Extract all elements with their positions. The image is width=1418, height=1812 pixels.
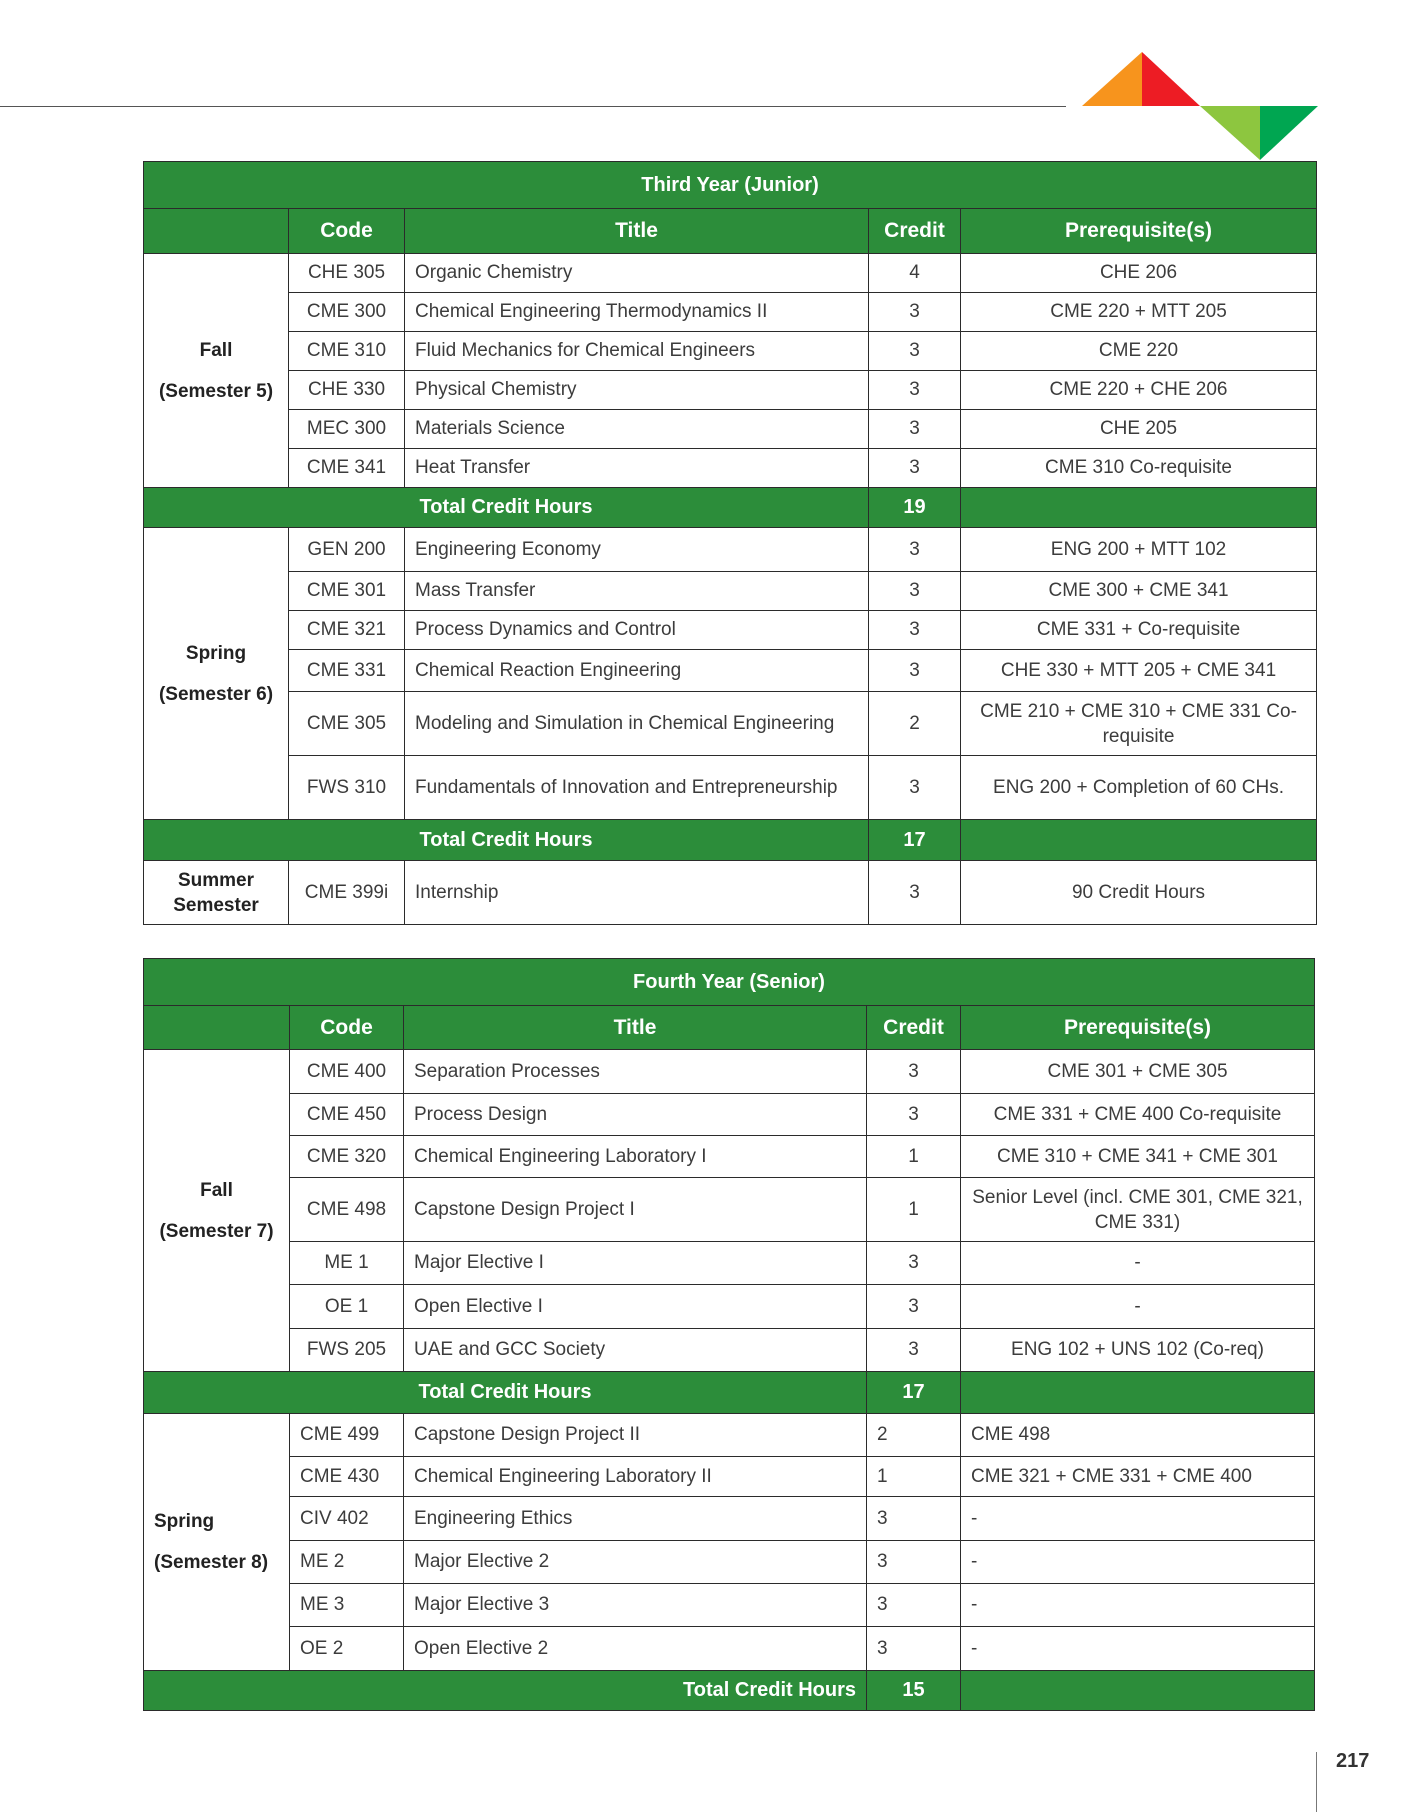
course-code: GEN 200 [289, 528, 405, 572]
course-credit: 3 [867, 1285, 961, 1329]
course-prereq: CHE 330 + MTT 205 + CME 341 [961, 650, 1317, 692]
course-code: ME 3 [290, 1584, 404, 1627]
course-prereq: Senior Level (incl. CME 301, CME 321, CME 331) [961, 1178, 1315, 1242]
header-blank [144, 1006, 290, 1050]
course-prereq: CME 220 + CHE 206 [961, 371, 1317, 410]
course-code: CME 341 [289, 449, 405, 488]
course-code: FWS 310 [289, 756, 405, 820]
fourth-year-title: Fourth Year (Senior) [144, 959, 1315, 1006]
course-title: Chemical Engineering Laboratory I [404, 1136, 867, 1178]
course-title: Materials Science [405, 410, 869, 449]
course-credit: 3 [869, 572, 961, 611]
course-title: Engineering Economy [405, 528, 869, 572]
course-title: UAE and GCC Society [404, 1329, 867, 1372]
total-blank [961, 820, 1317, 861]
course-prereq: - [961, 1584, 1315, 1627]
course-prereq: - [961, 1242, 1315, 1285]
total-label: Total Credit Hours [144, 488, 869, 528]
course-title: Capstone Design Project I [404, 1178, 867, 1242]
header-blank [144, 209, 289, 254]
header-credit: Credit [867, 1006, 961, 1050]
header-credit: Credit [869, 209, 961, 254]
course-credit: 3 [869, 650, 961, 692]
course-credit: 2 [867, 1414, 961, 1457]
semester-label: Fall (Semester 5) [144, 254, 289, 488]
header-title: Title [404, 1006, 867, 1050]
course-code: CME 305 [289, 692, 405, 756]
course-prereq: CME 310 Co-requisite [961, 449, 1317, 488]
table-row [144, 1329, 1315, 1372]
semester-label: Spring (Semester 6) [144, 528, 289, 820]
course-title: Chemical Reaction Engineering [405, 650, 869, 692]
table-row [144, 332, 1317, 371]
table-row [144, 528, 1317, 572]
course-code: CME 331 [289, 650, 405, 692]
course-code: CME 300 [289, 293, 405, 332]
table-row [144, 692, 1317, 756]
course-prereq: CME 321 + CME 331 + CME 400 [961, 1457, 1315, 1497]
course-title: Internship [405, 861, 869, 925]
course-prereq: CME 331 + Co-requisite [961, 611, 1317, 650]
course-title: Physical Chemistry [405, 371, 869, 410]
course-code: OE 1 [290, 1285, 404, 1329]
course-prereq: - [961, 1285, 1315, 1329]
table-row [144, 1094, 1315, 1136]
course-code: CHE 305 [289, 254, 405, 293]
table-row [144, 1627, 1315, 1671]
course-code: CME 399i [289, 861, 405, 925]
total-row [144, 820, 1317, 861]
course-code: CME 321 [289, 611, 405, 650]
course-credit: 3 [869, 756, 961, 820]
total-row [144, 1372, 1315, 1414]
course-credit: 3 [867, 1584, 961, 1627]
total-label: Total Credit Hours [144, 1372, 867, 1414]
table-row [144, 1050, 1315, 1094]
course-prereq: - [961, 1497, 1315, 1541]
course-prereq: CME 300 + CME 341 [961, 572, 1317, 611]
total-blank [961, 1671, 1315, 1711]
course-title: Capstone Design Project II [404, 1414, 867, 1457]
course-prereq: ENG 200 + MTT 102 [961, 528, 1317, 572]
course-code: CME 310 [289, 332, 405, 371]
table-row [144, 1242, 1315, 1285]
table-row [144, 756, 1317, 820]
third-year-title: Third Year (Junior) [144, 162, 1317, 209]
header-title: Title [405, 209, 869, 254]
course-code: CME 301 [289, 572, 405, 611]
course-credit: 1 [867, 1136, 961, 1178]
course-prereq: ENG 200 + Completion of 60 CHs. [961, 756, 1317, 820]
total-value: 15 [867, 1671, 961, 1711]
course-credit: 3 [867, 1050, 961, 1094]
course-credit: 3 [867, 1094, 961, 1136]
course-credit: 3 [869, 332, 961, 371]
table-row [144, 1457, 1315, 1497]
table-row [144, 1584, 1315, 1627]
semester-label: Summer Semester [144, 861, 289, 925]
table-row [144, 449, 1317, 488]
course-prereq: CHE 205 [961, 410, 1317, 449]
course-prereq: 90 Credit Hours [961, 861, 1317, 925]
table-row [144, 1541, 1315, 1584]
course-prereq: CME 498 [961, 1414, 1315, 1457]
table-row [144, 611, 1317, 650]
course-title: Mass Transfer [405, 572, 869, 611]
course-prereq: CHE 206 [961, 254, 1317, 293]
course-title: Engineering Ethics [404, 1497, 867, 1541]
table-row [144, 572, 1317, 611]
table-row [144, 861, 1317, 925]
course-code: CME 450 [290, 1094, 404, 1136]
total-label: Total Credit Hours [144, 1671, 867, 1711]
table-row [144, 1178, 1315, 1242]
course-title: Open Elective I [404, 1285, 867, 1329]
course-code: CME 430 [290, 1457, 404, 1497]
table-row [144, 1497, 1315, 1541]
course-code: CIV 402 [290, 1497, 404, 1541]
course-credit: 2 [869, 692, 961, 756]
course-code: CME 320 [290, 1136, 404, 1178]
course-code: CME 400 [290, 1050, 404, 1094]
course-credit: 4 [869, 254, 961, 293]
course-credit: 1 [867, 1178, 961, 1242]
total-blank [961, 488, 1317, 528]
total-row [144, 1671, 1315, 1711]
header-code: Code [289, 209, 405, 254]
course-credit: 3 [867, 1242, 961, 1285]
header-prereq: Prerequisite(s) [961, 209, 1317, 254]
logo-triangles-icon [1080, 50, 1320, 162]
page-number-divider [1316, 1752, 1317, 1812]
course-credit: 3 [869, 861, 961, 925]
course-title: Process Dynamics and Control [405, 611, 869, 650]
course-title: Heat Transfer [405, 449, 869, 488]
course-code: MEC 300 [289, 410, 405, 449]
course-code: CME 498 [290, 1178, 404, 1242]
course-credit: 3 [869, 293, 961, 332]
course-title: Organic Chemistry [405, 254, 869, 293]
course-credit: 3 [869, 528, 961, 572]
fourth-year-table [143, 958, 1315, 1711]
course-prereq: ENG 102 + UNS 102 (Co-req) [961, 1329, 1315, 1372]
total-label: Total Credit Hours [144, 820, 869, 861]
total-blank [961, 1372, 1315, 1414]
course-title: Modeling and Simulation in Chemical Engineering [405, 692, 869, 756]
total-value: 17 [867, 1372, 961, 1414]
course-prereq: CME 310 + CME 341 + CME 301 [961, 1136, 1315, 1178]
course-credit: 3 [869, 410, 961, 449]
course-title: Open Elective 2 [404, 1627, 867, 1671]
course-title: Chemical Engineering Laboratory II [404, 1457, 867, 1497]
course-credit: 1 [867, 1457, 961, 1497]
course-title: Major Elective I [404, 1242, 867, 1285]
course-title: Major Elective 2 [404, 1541, 867, 1584]
course-prereq: CME 220 [961, 332, 1317, 371]
course-code: CHE 330 [289, 371, 405, 410]
course-prereq: CME 331 + CME 400 Co-requisite [961, 1094, 1315, 1136]
table-row [144, 254, 1317, 293]
table-row [144, 1285, 1315, 1329]
course-credit: 3 [869, 371, 961, 410]
course-title: Fluid Mechanics for Chemical Engineers [405, 332, 869, 371]
course-credit: 3 [867, 1497, 961, 1541]
course-prereq: - [961, 1627, 1315, 1671]
page-number: 217 [1336, 1750, 1370, 1772]
course-credit: 3 [869, 611, 961, 650]
course-code: OE 2 [290, 1627, 404, 1671]
course-title: Separation Processes [404, 1050, 867, 1094]
table-row [144, 371, 1317, 410]
course-title: Fundamentals of Innovation and Entrepreneurship [405, 756, 869, 820]
table-row [144, 650, 1317, 692]
total-value: 19 [869, 488, 961, 528]
semester-label: Spring (Semester 8) [144, 1414, 290, 1671]
course-title: Process Design [404, 1094, 867, 1136]
course-credit: 3 [869, 449, 961, 488]
course-prereq: CME 220 + MTT 205 [961, 293, 1317, 332]
course-credit: 3 [867, 1329, 961, 1372]
header-rule [0, 106, 1066, 107]
header-prereq: Prerequisite(s) [961, 1006, 1315, 1050]
course-title: Chemical Engineering Thermodynamics II [405, 293, 869, 332]
course-credit: 3 [867, 1627, 961, 1671]
header-code: Code [290, 1006, 404, 1050]
course-code: CME 499 [290, 1414, 404, 1457]
course-code: FWS 205 [290, 1329, 404, 1372]
table-row [144, 293, 1317, 332]
course-prereq: CME 210 + CME 310 + CME 331 Co-requisite [961, 692, 1317, 756]
total-row [144, 488, 1317, 528]
total-value: 17 [869, 820, 961, 861]
course-prereq: CME 301 + CME 305 [961, 1050, 1315, 1094]
course-prereq: - [961, 1541, 1315, 1584]
table-row [144, 1136, 1315, 1178]
course-code: ME 1 [290, 1242, 404, 1285]
table-row [144, 410, 1317, 449]
course-title: Major Elective 3 [404, 1584, 867, 1627]
table-row [144, 1414, 1315, 1457]
course-code: ME 2 [290, 1541, 404, 1584]
semester-label: Fall (Semester 7) [144, 1050, 290, 1372]
third-year-table [143, 161, 1317, 925]
course-credit: 3 [867, 1541, 961, 1584]
